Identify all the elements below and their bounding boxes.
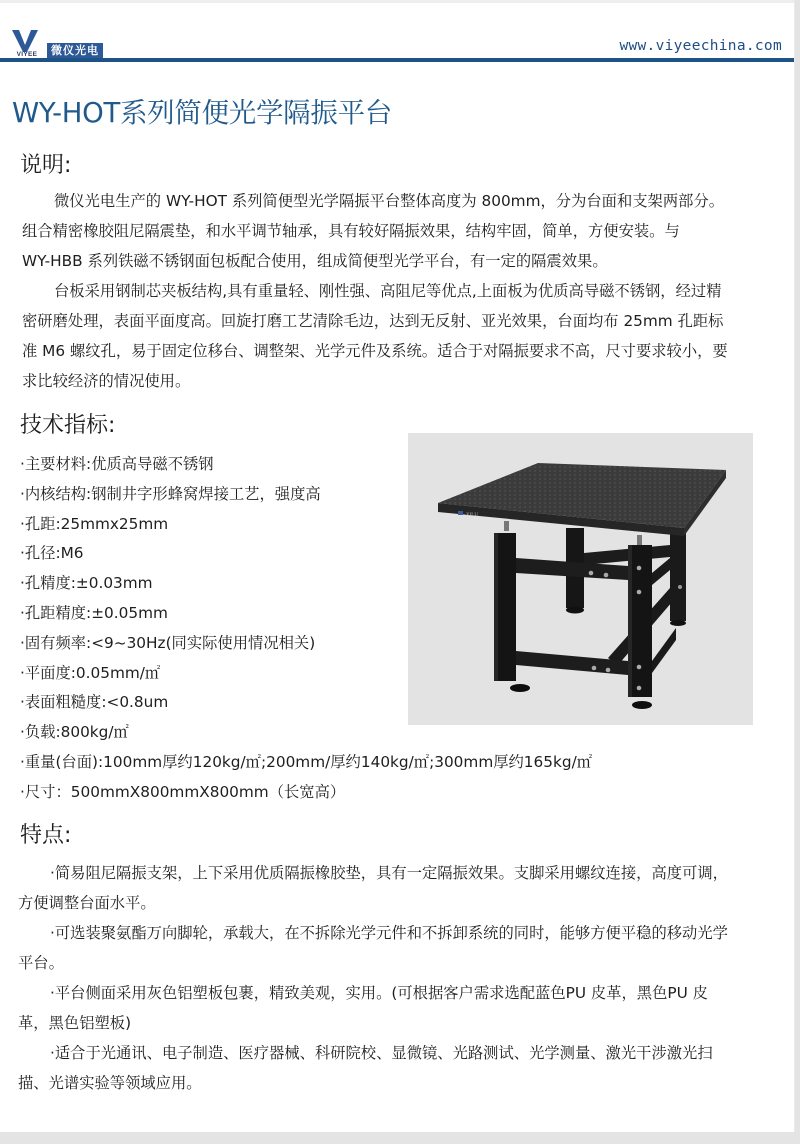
spec-item: ·尺寸：500mmX800mmX800mm（长宽高）	[20, 782, 346, 801]
top-edge	[0, 0, 794, 3]
optical-table-illustration	[408, 433, 753, 725]
feature-item-cont: 描、光谱实验等领域应用。	[18, 1074, 202, 1092]
description-paragraph-2	[22, 276, 782, 396]
feature-item: ·简易阻尼隔振支架，上下采用优质隔振橡胶垫，具有一定隔振效果。支脚采用螺纹连接，高度可调，	[50, 864, 728, 882]
feature-item-cont: 方便调整台面水平。	[18, 894, 156, 912]
page-header	[0, 26, 794, 62]
viyee-logo-icon	[12, 30, 38, 52]
spec-item: ·主要材料:优质高导磁不锈钢	[20, 455, 214, 473]
spec-item: ·表面粗糙度:<0.8um	[20, 693, 169, 712]
feature-item: ·平台侧面采用灰色铝塑板包裹，精致美观，实用。(可根据客户需求选配蓝色PU 皮革，黑色PU 皮	[50, 984, 708, 1002]
table-brand-label: XILU	[466, 513, 478, 518]
description-heading: 说明:	[20, 153, 72, 178]
website-url[interactable]: www.viyeechina.com	[619, 38, 782, 54]
text-line: 求比较经济的情况使用。	[22, 372, 191, 390]
spec-item: ·内核结构:钢制井字形蜂窝焊接工艺，强度高	[20, 484, 321, 503]
text-line: 组合精密橡胶阻尼隔震垫，和水平调节轴承，具有较好隔振效果，结构牢固，简单，方便安装。与	[22, 222, 680, 240]
spec-item: ·孔距:25mmx25mm	[20, 514, 169, 533]
feature-item-cont: 革，黑色铝塑板)	[18, 1014, 132, 1032]
spec-item: ·平面度:0.05mm/㎡	[20, 663, 161, 682]
spec-item: ·固有频率:<9~30Hz(同实际使用情况相关)	[20, 633, 316, 652]
header-divider	[0, 58, 794, 62]
logo-text-cn: 微仪光电	[47, 43, 103, 58]
product-image	[408, 433, 753, 725]
spec-item: ·负载:800kg/㎡	[20, 723, 129, 742]
text-line: 准 M6 螺纹孔，易于固定位移台、调整架、光学元件及系统。适合于对隔振要求不高，尺寸要求较小，要	[22, 342, 728, 360]
text-line: 微仪光电生产的 WY-HOT 系列简便型光学隔振平台整体高度为 800mm，分为台面和支架两部分。	[54, 192, 725, 210]
spec-item: ·孔径:M6	[20, 544, 84, 563]
spec-item: ·孔距精度:±0.05mm	[20, 603, 168, 622]
text-line: 密研磨处理，表面平面度高。回旋打磨工艺清除毛边，达到无反射、亚光效果，台面均布 25mm 孔距标	[22, 312, 724, 330]
spec-item: ·孔精度:±0.03mm	[20, 574, 153, 593]
features-heading: 特点:	[20, 823, 72, 848]
text-line: WY-HBB 系列铁磁不锈钢面包板配合使用，组成简便型光学平台，有一定的隔震效果。	[22, 252, 608, 270]
feature-item: ·可选装聚氨酯万向脚轮，承载大，在不拆除光学元件和不拆卸系统的同时，能够方便平稳的移动光学	[50, 924, 728, 942]
description-paragraph-1	[22, 186, 782, 276]
specs-heading: 技术指标:	[20, 413, 116, 438]
feature-list	[18, 858, 778, 1098]
page-title: WY-HOT系列简便光学隔振平台	[12, 97, 392, 129]
spec-item: ·重量(台面):100mm厚约120kg/㎡;200mm/厚约140kg/㎡;300mm厚约165kg/㎡	[20, 752, 593, 771]
logo-text-en: VIYEE	[16, 51, 38, 58]
feature-item: ·适合于光通讯、电子制造、医疗器械、科研院校、显微镜、光路测试、光学测量、激光干涉激光扫	[50, 1044, 713, 1062]
feature-item-cont: 平台。	[18, 954, 64, 972]
text-line: 台板采用钢制芯夹板结构,具有重量轻、刚性强、高阻尼等优点,上面板为优质高导磁不锈钢，经过精	[54, 282, 722, 300]
